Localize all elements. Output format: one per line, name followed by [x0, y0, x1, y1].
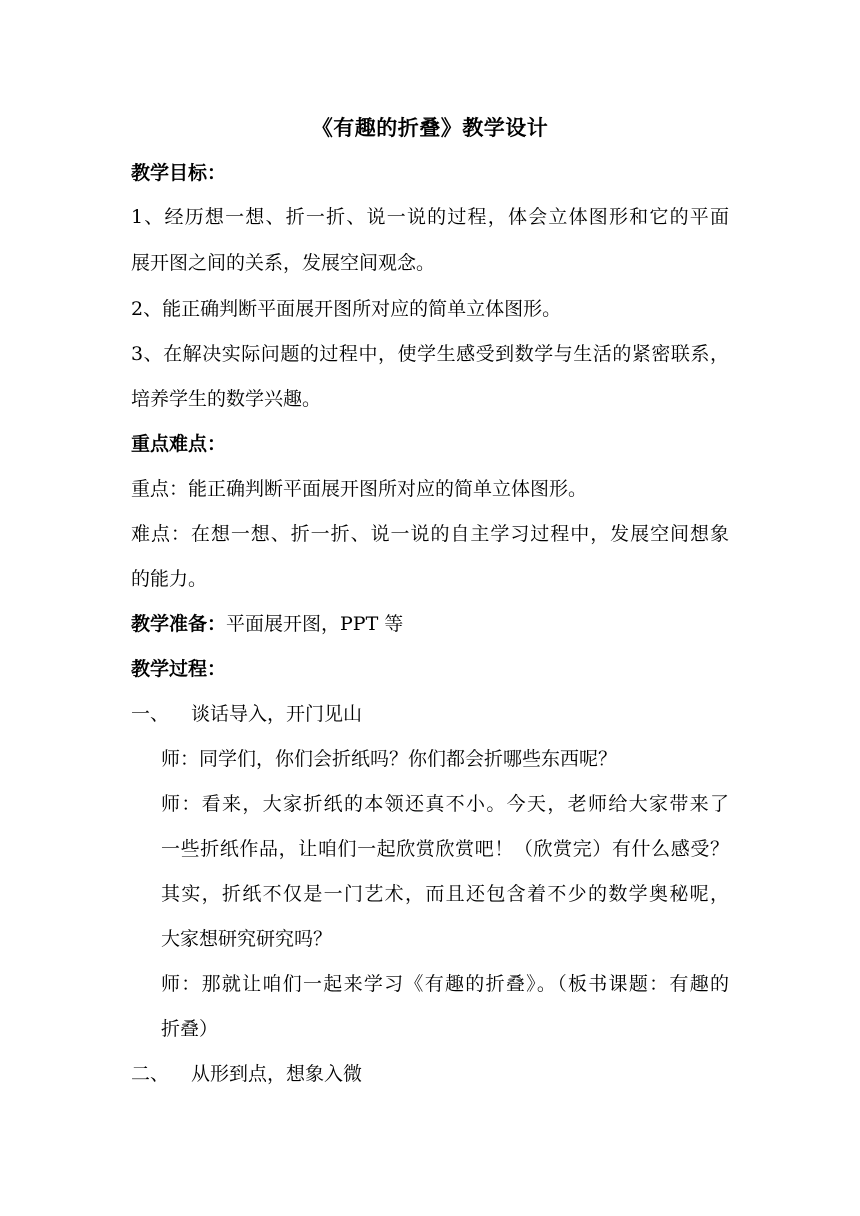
section-1-heading [131, 701, 362, 727]
preparation-text: 平面展开图，PPT 等 [226, 613, 404, 635]
objectives-heading: 教学目标： [131, 162, 227, 184]
objective-2: 2、能正确判断平面展开图所对应的简单立体图形。 [131, 298, 562, 320]
section-1-paragraph-3-line-2: 折叠） [161, 1018, 219, 1040]
section-1-title: 谈话导入，开门见山 [191, 703, 363, 725]
preparation-line [131, 611, 403, 637]
objective-3-line-1: 3、在解决实际问题的过程中，使学生感受到数学与生活的紧密联系， [131, 343, 729, 365]
section-1-paragraph-2-line-3: 其实，折纸不仅是一门艺术，而且还包含着不少的数学奥秘呢， [161, 883, 729, 905]
key-points-heading: 重点难点： [131, 433, 227, 455]
section-1-paragraph-1: 师：同学们，你们会折纸吗？你们都会折哪些东西呢？ [161, 748, 618, 770]
preparation-heading: 教学准备： [131, 613, 227, 635]
section-2-heading [131, 1061, 362, 1087]
objective-3-line-2: 培养学生的数学兴趣。 [131, 388, 322, 410]
objective-1-line-1: 1、经历想一想、折一折、说一说的过程，体会立体图形和它的平面 [131, 206, 729, 228]
document-title: 《有趣的折叠》教学设计 [311, 116, 549, 140]
objective-1-line-2: 展开图之间的关系，发展空间观念。 [131, 252, 436, 274]
section-2-title: 从形到点，想象入微 [191, 1063, 363, 1085]
section-1-paragraph-2-line-2: 一些折纸作品，让咱们一起欣赏欣赏吧！（欣赏完）有什么感受？ [161, 838, 729, 860]
key-point-difficulty-line-1: 难点：在想一想、折一折、说一说的自主学习过程中，发展空间想象 [131, 523, 729, 545]
process-heading: 教学过程： [131, 658, 227, 680]
key-point-difficulty-line-2: 的能力。 [131, 568, 208, 590]
section-1-marker: 一、 [131, 703, 170, 725]
section-1-paragraph-3-line-1: 师：那就让咱们一起来学习《有趣的折叠》。（板书课题：有趣的 [161, 973, 729, 995]
section-1-paragraph-2-line-4: 大家想研究研究吗？ [161, 928, 333, 950]
section-1-paragraph-2-line-1: 师：看来，大家折纸的本领还真不小。今天，老师给大家带来了 [161, 793, 729, 815]
key-point-focus: 重点：能正确判断平面展开图所对应的简单立体图形。 [131, 478, 588, 500]
section-2-marker: 二、 [131, 1063, 170, 1085]
